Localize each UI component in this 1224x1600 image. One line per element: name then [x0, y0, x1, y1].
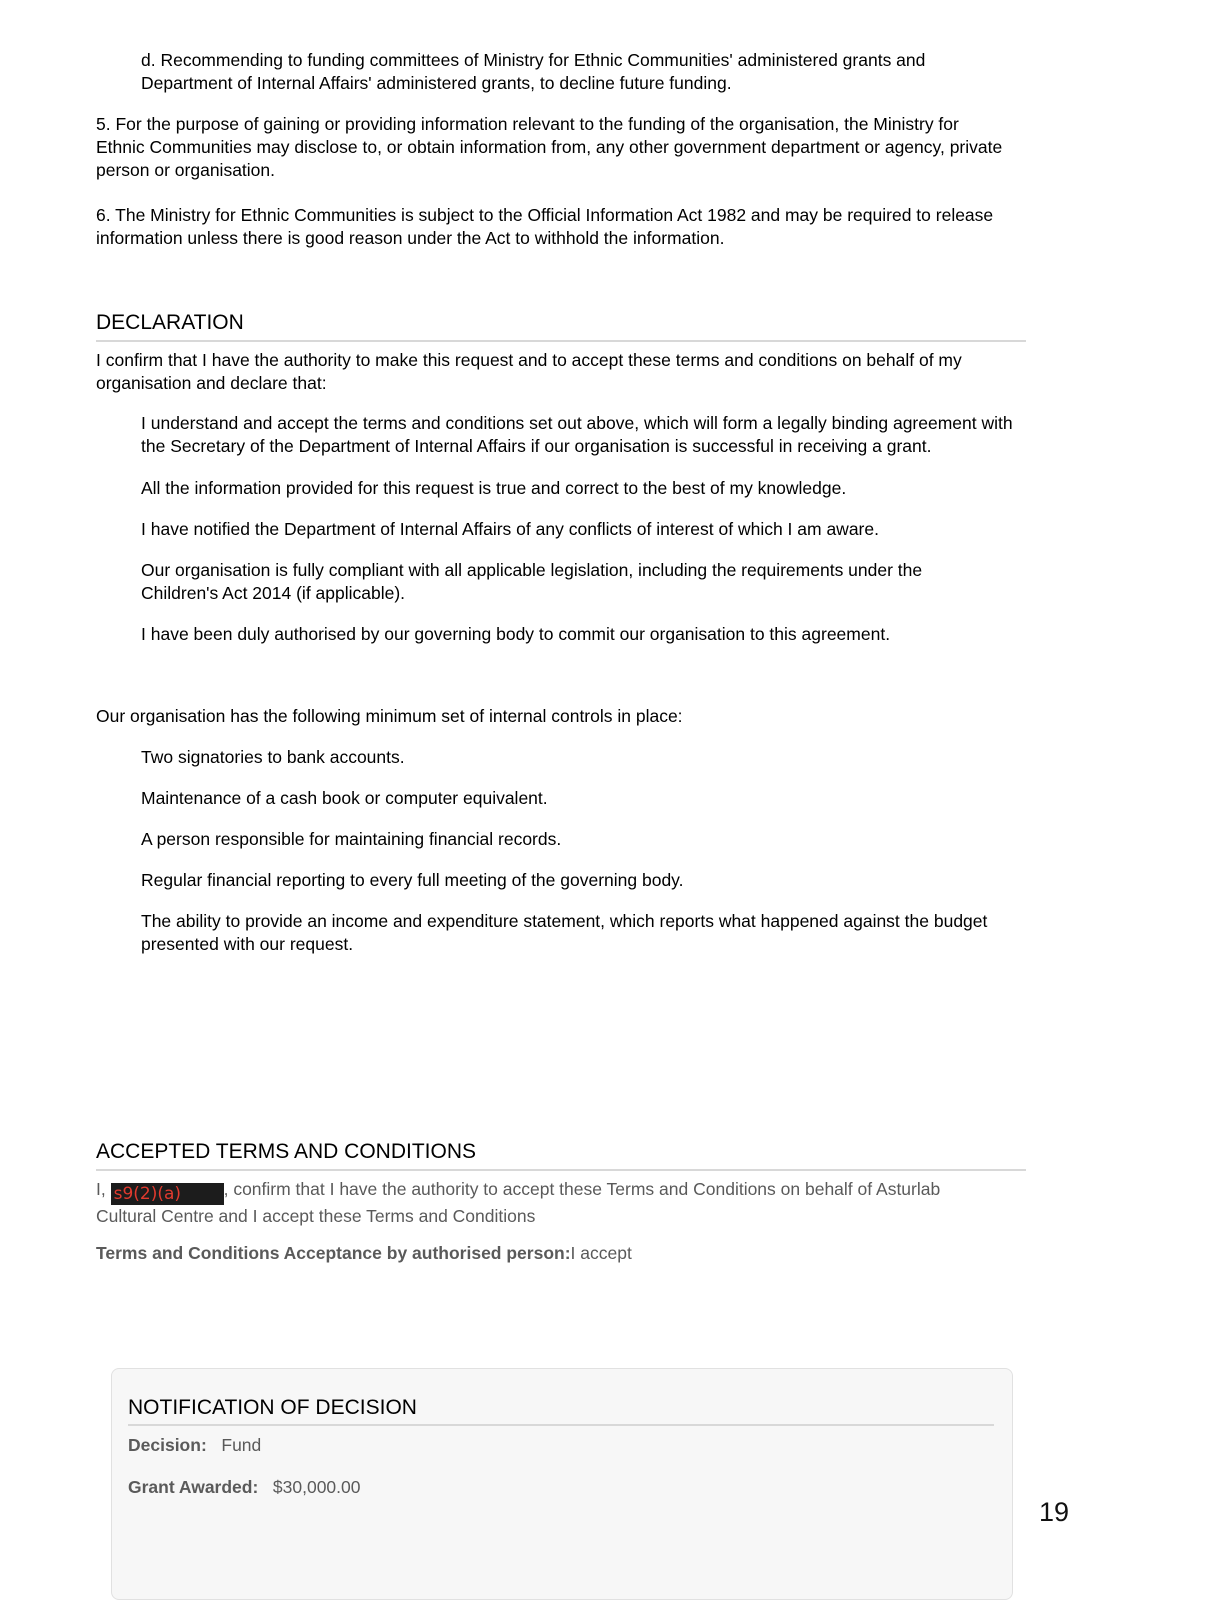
control-item: A person responsible for maintaining financial records. — [141, 829, 562, 849]
control-item: Maintenance of a cash book or computer equivalent. — [141, 788, 548, 808]
accepted-heading: ACCEPTED TERMS AND CONDITIONS — [96, 1139, 1026, 1171]
notification-panel — [111, 1368, 1013, 1600]
control-item: Regular financial reporting to every full meeting of the governing body. — [141, 870, 684, 890]
acceptance-value: I accept — [570, 1243, 632, 1263]
decision-value: Fund — [221, 1435, 262, 1455]
grant-value: $30,000.00 — [272, 1477, 361, 1497]
notification-heading: NOTIFICATION OF DECISION — [128, 1395, 994, 1426]
acceptance-prefix: I, — [96, 1179, 111, 1199]
acceptance-suffix: , confirm that I have the authority to accept these Terms and Conditions on behalf of Asturlab Cultural Centre and I accept these Terms and Conditions — [96, 1179, 941, 1226]
control-item: The ability to provide an income and expenditure statement, which reports what happened against the budget presented with our request. — [141, 911, 988, 954]
declaration-item: All the information provided for this request is true and correct to the best of my knowledge. — [141, 478, 847, 498]
declaration-heading: DECLARATION — [96, 310, 1026, 342]
decision-label: Decision: — [128, 1435, 207, 1455]
acceptance-row — [96, 1242, 1026, 1265]
declaration-item: I understand and accept the terms and conditions set out above, which will form a legally binding agreement with the Secretary of the Department of Internal Affairs if our organisation is successful in receiving a grant. — [141, 413, 1013, 456]
acceptance-statement — [96, 1178, 996, 1228]
declaration-item: I have notified the Department of Internal Affairs of any conflicts of interest of which I am aware. — [141, 519, 879, 539]
control-item: Two signatories to bank accounts. — [141, 747, 405, 767]
grant-row — [128, 1476, 361, 1499]
declaration-intro: I confirm that I have the authority to make this request and to accept these terms and conditions on behalf of my organisation and declare that: — [96, 350, 962, 393]
redaction-block: s9(2)(a) — [111, 1183, 224, 1205]
declaration-item: I have been duly authorised by our governing body to commit our organisation to this agreement. — [141, 624, 891, 644]
acceptance-label: Terms and Conditions Acceptance by authorised person: — [96, 1243, 571, 1263]
declaration-item: Our organisation is fully compliant with all applicable legislation, including the requirements under the Children's Act 2014 (if applicable). — [141, 560, 923, 603]
decision-row — [128, 1434, 261, 1457]
item-6-text: 6. The Ministry for Ethnic Communities is subject to the Official Information Act 1982 and may be required to release information unless there is good reason under the Act to withhold the information. — [96, 205, 994, 248]
item-5-text: 5. For the purpose of gaining or providing information relevant to the funding of the organisation, the Ministry for Ethnic Communities may disclose to, or obtain information from, any other government department or agency, private person or organisation. — [96, 114, 1003, 180]
item-d-text: d. Recommending to funding committees of Ministry for Ethnic Communities' administered grants and Department of Internal Affairs' administered grants, to decline future funding. — [141, 50, 926, 93]
controls-intro: Our organisation has the following minimum set of internal controls in place: — [96, 706, 683, 726]
grant-label: Grant Awarded: — [128, 1477, 259, 1497]
page-number: 19 — [1039, 1497, 1070, 1527]
